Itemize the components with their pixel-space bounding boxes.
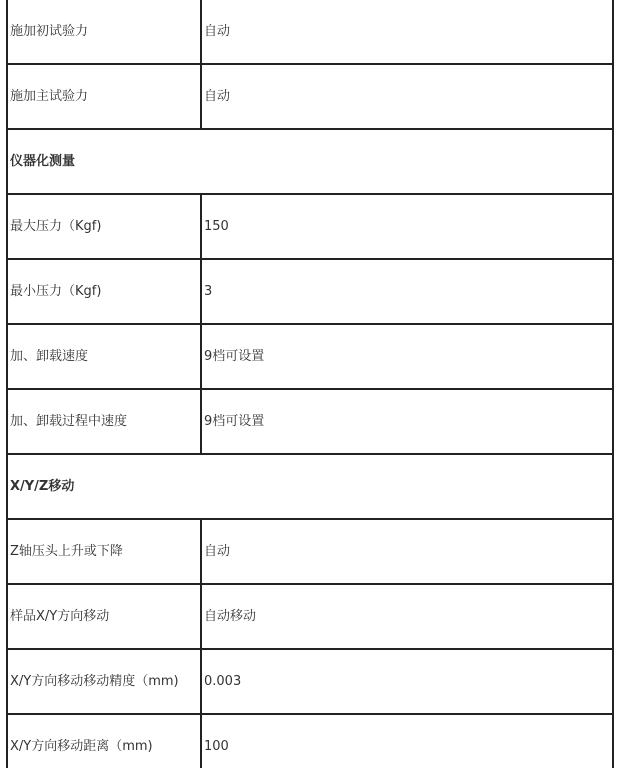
row-label: X/Y方向移动距离（mm) xyxy=(7,714,201,768)
row-value: 0.003 xyxy=(201,649,613,714)
row-label: X/Y方向移动移动精度（mm) xyxy=(7,649,201,714)
row-value: 9档可设置 xyxy=(201,389,613,454)
row-label: 加、卸载过程中速度 xyxy=(7,389,201,454)
table-row xyxy=(7,714,613,768)
table-row xyxy=(7,64,613,129)
table-row xyxy=(7,0,613,64)
row-value: 自动 xyxy=(201,64,613,129)
table-row xyxy=(7,194,613,259)
section-header-row xyxy=(7,129,613,194)
table-row xyxy=(7,324,613,389)
table-row xyxy=(7,649,613,714)
spec-table xyxy=(6,0,614,768)
row-value: 9档可设置 xyxy=(201,324,613,389)
row-value: 100 xyxy=(201,714,613,768)
row-label: 加、卸载速度 xyxy=(7,324,201,389)
row-label: 最大压力（Kgf) xyxy=(7,194,201,259)
row-value: 自动 xyxy=(201,519,613,584)
row-value: 3 xyxy=(201,259,613,324)
section-title: X/Y/Z移动 xyxy=(7,454,613,519)
table-row xyxy=(7,259,613,324)
row-label: Z轴压头上升或下降 xyxy=(7,519,201,584)
table-row xyxy=(7,584,613,649)
table-row xyxy=(7,519,613,584)
row-label: 样品X/Y方向移动 xyxy=(7,584,201,649)
row-label: 施加主试验力 xyxy=(7,64,201,129)
row-label: 最小压力（Kgf) xyxy=(7,259,201,324)
table-row xyxy=(7,389,613,454)
row-label: 施加初试验力 xyxy=(7,0,201,64)
row-value: 150 xyxy=(201,194,613,259)
section-header-row xyxy=(7,454,613,519)
row-value: 自动 xyxy=(201,0,613,64)
section-title: 仪器化测量 xyxy=(7,129,613,194)
row-value: 自动移动 xyxy=(201,584,613,649)
